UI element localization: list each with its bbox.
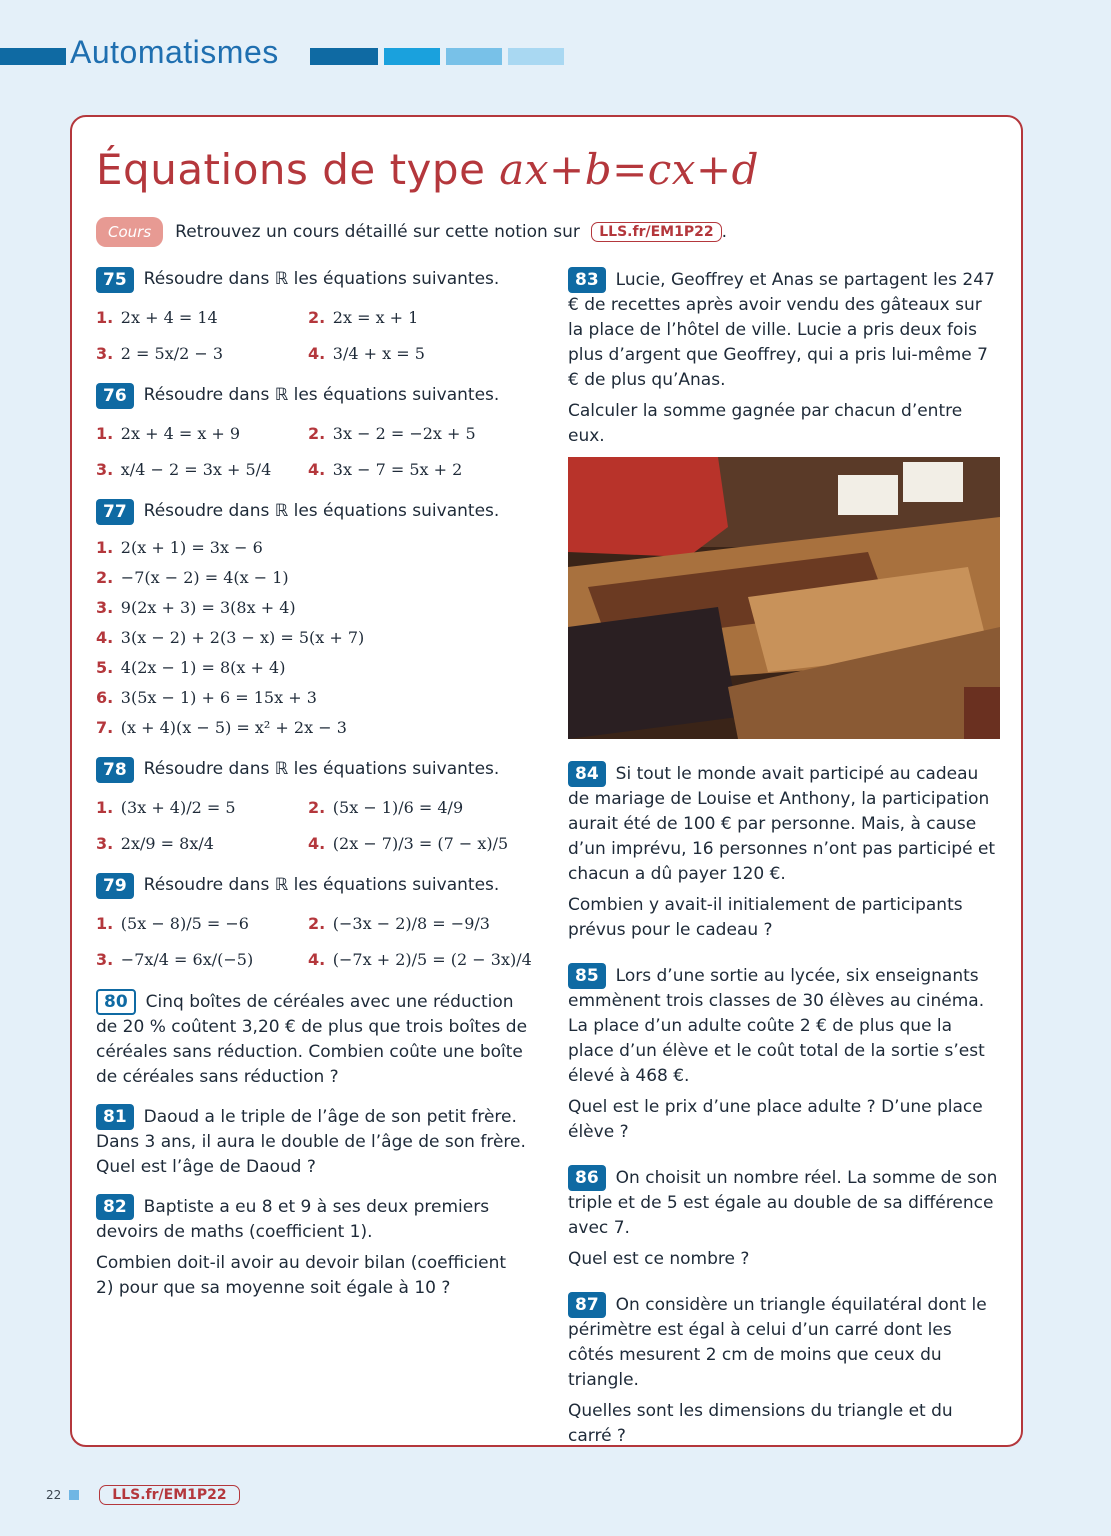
equation-item: 4. 3(x − 2) + 2(3 − x) = 5(x + 7) — [96, 628, 365, 647]
exercise-number: 83 — [568, 267, 606, 293]
header-bar-dark — [310, 48, 378, 65]
exercise-statement: Si tout le monde avait participé au cadeau de mariage de Louise et Anthony, la participation aurait été de 100 € par personne. Mais, à cause d’un imprévu, 16 personnes n’ont pas participé et chacun a dû payer 120 €. — [568, 764, 996, 884]
exercise-statement: Résoudre dans ℝ les équations suivantes. — [143, 269, 500, 289]
exercise-question: Quelles sont les dimensions du triangle et du carré ? — [568, 1401, 953, 1446]
page-number: 22 — [46, 1488, 62, 1502]
exercise-number: 78 — [96, 757, 134, 783]
exercise-81 — [96, 1104, 528, 1180]
equation-item: 3. −7x/4 = 6x/(−5) — [96, 950, 254, 969]
exercise-number: 81 — [96, 1104, 134, 1130]
equation-item: 2. −7(x − 2) = 4(x − 1) — [96, 568, 289, 587]
exercise-77 — [96, 499, 528, 743]
cours-row — [96, 215, 727, 249]
equation-item: 6. 3(5x − 1) + 6 = 15x + 3 — [96, 688, 317, 707]
exercise-question: Combien y avait-il initialement de participants prévus pour le cadeau ? — [568, 895, 963, 940]
cours-link[interactable]: LLS.fr/EM1P22 — [591, 222, 721, 242]
exercise-80 — [96, 989, 528, 1090]
cours-badge: Cours — [96, 217, 163, 247]
exercise-statement: Résoudre dans ℝ les équations suivantes. — [143, 385, 500, 405]
exercise-number: 86 — [568, 1165, 606, 1191]
exercise-question: Calculer la somme gagnée par chacun d’entre eux. — [568, 401, 963, 446]
exercise-question: Quel est le prix d’une place adulte ? D’une place élève ? — [568, 1097, 983, 1142]
exercise-number: 80 — [96, 989, 136, 1015]
title-text: Équations de type — [96, 145, 486, 194]
equation-item: 2. 2x = x + 1 — [308, 308, 419, 327]
exercise-75 — [96, 267, 528, 369]
exercise-79 — [96, 873, 532, 975]
header-bar-pale — [508, 48, 564, 65]
exercise-number: 82 — [96, 1194, 134, 1220]
exercise-statement: Résoudre dans ℝ les équations suivantes. — [143, 759, 500, 779]
cours-text — [175, 222, 727, 242]
exercise-85 — [568, 963, 1000, 1145]
exercise-number: 85 — [568, 963, 606, 989]
exercise-86 — [568, 1165, 1000, 1272]
exercise-card — [70, 115, 1023, 1447]
exercise-statement: On choisit un nombre réel. La somme de son triple et de 5 est égale au double de sa différence avec 7. — [568, 1168, 998, 1238]
section-title: Automatismes — [70, 34, 279, 70]
header-bar-mid — [384, 48, 440, 65]
equation-item: 2. 3x − 2 = −2x + 5 — [308, 424, 476, 443]
cours-text-end: . — [721, 222, 727, 242]
right-column — [568, 267, 1000, 1463]
cookie-stall-photo — [568, 457, 1000, 739]
page-footer — [46, 1485, 240, 1505]
equation-item: 1. 2(x + 1) = 3x − 6 — [96, 538, 263, 557]
exercise-number: 76 — [96, 383, 134, 409]
page-title — [96, 145, 759, 194]
equation-item: 2. (5x − 1)/6 = 4/9 — [308, 798, 464, 817]
header-bar-left — [0, 48, 66, 65]
equation-item: 1. (5x − 8)/5 = −6 — [96, 914, 249, 933]
exercise-78 — [96, 757, 528, 859]
equation-item: 3. 9(2x + 3) = 3(8x + 4) — [96, 598, 296, 617]
exercise-76 — [96, 383, 528, 485]
exercise-87 — [568, 1292, 1000, 1449]
equation-item: 7. (x + 4)(x − 5) = x² + 2x − 3 — [96, 718, 347, 737]
exercise-84 — [568, 761, 1000, 943]
equation-item: 4. (−7x + 2)/5 = (2 − 3x)/4 — [308, 950, 532, 969]
equation-item: 5. 4(2x − 1) = 8(x + 4) — [96, 658, 286, 677]
exercise-statement: Résoudre dans ℝ les équations suivantes. — [143, 875, 500, 895]
equation-item: 3. x/4 − 2 = 3x + 5/4 — [96, 460, 272, 479]
footer-square — [69, 1490, 79, 1500]
exercise-number: 87 — [568, 1292, 606, 1318]
exercise-statement: Daoud a le triple de l’âge de son petit frère. Dans 3 ans, il aura le double de l’âge de son frère. Quel est l’âge de Daoud ? — [96, 1107, 526, 1177]
exercise-number: 75 — [96, 267, 134, 293]
exercise-statement: Résoudre dans ℝ les équations suivantes. — [143, 501, 500, 521]
exercise-statement: On considère un triangle équilatéral dont le périmètre est égal à celui d’un carré dont les côtés mesurent 2 cm de moins que ceux du triangle. — [568, 1295, 987, 1390]
exercise-82 — [96, 1194, 528, 1301]
cours-text-label: Retrouvez un cours détaillé sur cette notion sur — [175, 222, 580, 242]
exercise-number: 79 — [96, 873, 134, 899]
header-bar-light — [446, 48, 502, 65]
exercise-number: 77 — [96, 499, 134, 525]
equation-item: 4. (2x − 7)/3 = (7 − x)/5 — [308, 834, 509, 853]
footer-link[interactable]: LLS.fr/EM1P22 — [99, 1485, 239, 1505]
equation-item: 3. 2x/9 = 8x/4 — [96, 834, 214, 853]
exercise-question: Quel est ce nombre ? — [568, 1249, 750, 1269]
equation-item: 3. 2 = 5x/2 − 3 — [96, 344, 224, 363]
equation-item: 1. 2x + 4 = x + 9 — [96, 424, 241, 443]
exercise-statement: Cinq boîtes de céréales avec une réduction de 20 % coûtent 3,20 € de plus que trois boîtes de céréales sans réduction. Combien coûte une boîte de céréales sans réduction ? — [96, 992, 528, 1087]
exercise-statement: Lucie, Geoffrey et Anas se partagent les 247 € de recettes après avoir vendu des gâteaux sur la place de l’hôtel de ville. Lucie a pris deux fois plus d’argent que Geoffrey, qui a pris lui-même 7 € de plus qu’Anas. — [568, 270, 995, 390]
equation-item: 1. (3x + 4)/2 = 5 — [96, 798, 236, 817]
left-column — [96, 267, 532, 1315]
equation-item: 4. 3x − 7 = 5x + 2 — [308, 460, 463, 479]
equation-item: 4. 3/4 + x = 5 — [308, 344, 425, 363]
exercise-83 — [568, 267, 1000, 739]
exercise-question: Combien doit-il avoir au devoir bilan (coefficient 2) pour que sa moyenne soit égale à 10 ? — [96, 1253, 507, 1298]
exercise-number: 84 — [568, 761, 606, 787]
exercise-statement: Lors d’une sortie au lycée, six enseignants emmènent trois classes de 30 élèves au cinéma. La place d’un adulte coûte 2 € de plus que la place d’un élève et le coût total de la sortie s’est élevé à 468 €. — [568, 966, 985, 1086]
exercise-statement: Baptiste a eu 8 et 9 à ses deux premiers devoirs de maths (coefficient 1). — [96, 1197, 490, 1242]
equation-item: 1. 2x + 4 = 14 — [96, 308, 218, 327]
equation-item: 2. (−3x − 2)/8 = −9/3 — [308, 914, 490, 933]
title-equation: ax+b=cx+d — [499, 145, 760, 194]
